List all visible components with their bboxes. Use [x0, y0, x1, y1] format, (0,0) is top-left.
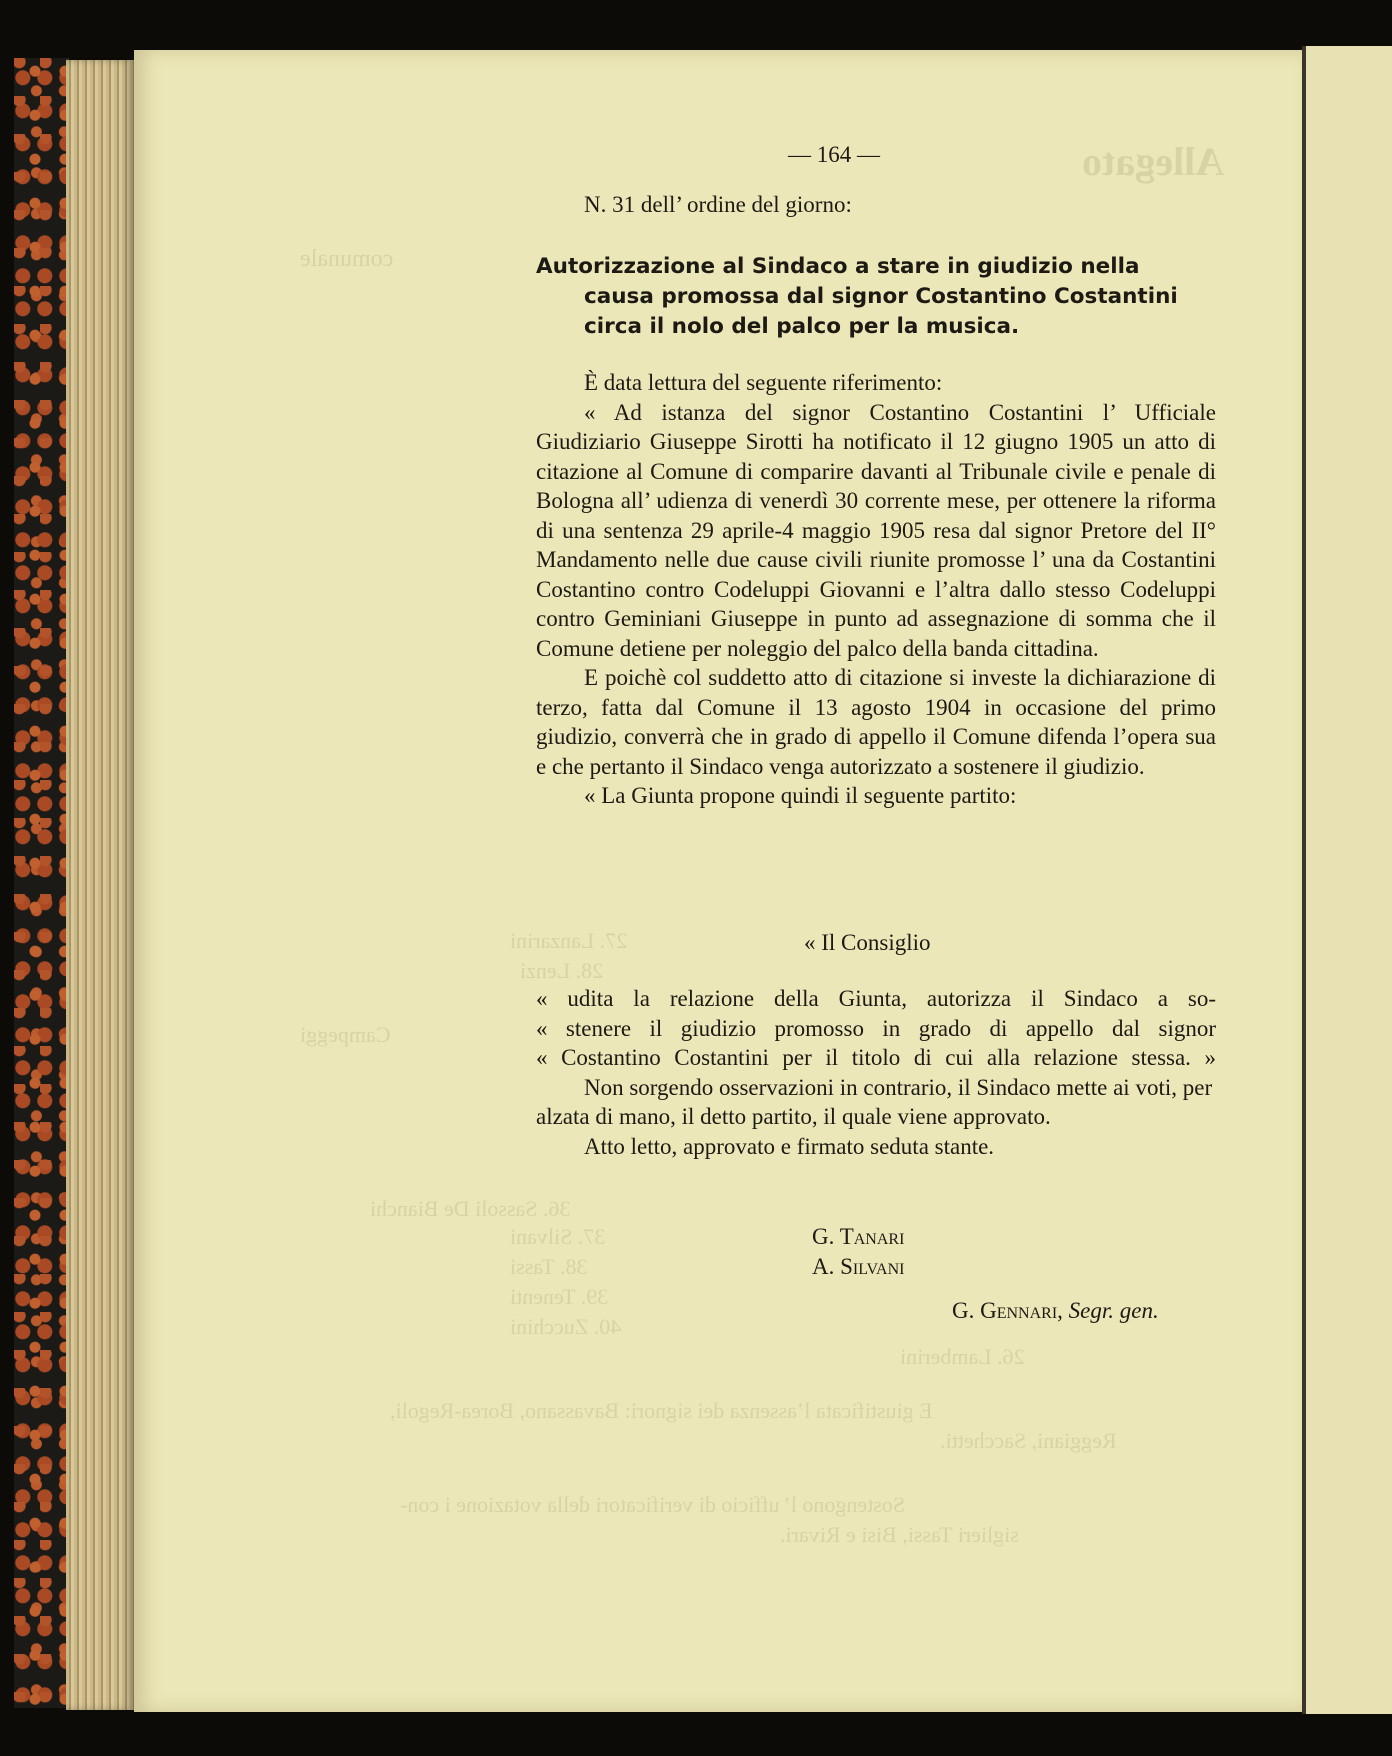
book-cover-edge	[14, 58, 69, 1708]
show-through-text: Allegato	[1082, 139, 1225, 184]
show-through-text: 38. Tassi	[510, 1254, 588, 1279]
show-through-text: Reggiani, Sacchetti.	[940, 1428, 1117, 1453]
paragraph: E poichè col suddetto atto di citazione si investe la dichiarazione di terzo, fatta dal Comune il 13 agosto 1904 in occasione del primo giudizio, converrà che in grado di appello il Comune difenda l’opera sua e che pertanto il Sindaco venga autorizzato a sostenere il giudizio.	[536, 665, 1216, 779]
show-through-text: 40. Zucchini	[510, 1314, 622, 1339]
heading-line: circa il nolo del palco per la musica.	[584, 314, 1020, 339]
show-through-text: 39. Tenenti	[510, 1284, 609, 1309]
body-text	[536, 368, 1216, 811]
resolution-text	[536, 984, 1216, 1161]
show-through-text: siglieri Tassi, Bisi e Rivari.	[780, 1522, 1019, 1547]
show-through-text: Sostengono l’ ufficio di verificatori della votazione i con-	[400, 1492, 906, 1517]
show-through-text: Campeggi	[300, 1022, 391, 1047]
agenda-item-number: N. 31 dell’ ordine del giorno:	[584, 192, 852, 217]
paragraph: Non sorgendo osservazioni in contrario, il Sindaco mette ai voti, per alzata di mano, il detto partito, il quale viene approvato.	[536, 1074, 1213, 1129]
show-through-text: 36. Sassoli De Bianchi	[370, 1196, 571, 1221]
facing-page	[1306, 46, 1392, 1714]
resolution-heading: « Il Consiglio	[804, 930, 931, 955]
resolution-line: « Costantino Costantini per il titolo di cui alla relazione stessa. »	[536, 1045, 1216, 1070]
show-through-text: comunale	[300, 246, 394, 272]
signature: G. Tanari	[812, 1224, 905, 1249]
secretary-signature	[952, 1296, 1159, 1326]
resolution-line: « udita la relazione della Giunta, autorizza il Sindaco a so-	[536, 986, 1216, 1011]
paragraph: Atto letto, approvato e firmato seduta stante.	[584, 1133, 995, 1159]
secretary-name: G. Gennari,	[952, 1298, 1063, 1323]
item-heading	[536, 252, 1218, 342]
show-through-text: 27. Lanzarini	[510, 928, 628, 953]
show-through-text: 26. Lamberini	[900, 1344, 1025, 1369]
heading-line: Autorizzazione al Sindaco a stare in giudizio nella	[536, 254, 1140, 279]
show-through-text: 28. Lenzi	[520, 958, 604, 983]
page-number: — 164 —	[788, 142, 880, 167]
intro-line: È data lettura del seguente riferimento:	[584, 370, 943, 395]
resolution-line: « stenere il giudizio promosso in grado di appello dal signor	[536, 1015, 1216, 1041]
secretary-title: Segr. gen.	[1068, 1298, 1159, 1323]
paragraph: « La Giunta propone quindi il seguente partito:	[584, 783, 1017, 808]
heading-line: causa promossa dal signor Costantino Costantini	[584, 284, 1178, 309]
show-through-text: E giustificata l’assenza dei signori: Bavassano, Borea-Regoli,	[390, 1398, 933, 1423]
show-through-text: 37. Silvani	[510, 1224, 606, 1249]
page-edges	[66, 60, 134, 1710]
signature: A. Silvani	[812, 1254, 905, 1279]
paragraph: « Ad istanza del signor Costantino Costantini l’ Ufficiale Giudiziario Giuseppe Sirotti ha notificato il 12 giugno 1905 un atto di citazione al Comune di comparire davanti al Tribunale civile e penale di Bologna all’ udienza di venerdì 30 corrente mese, per ottenere la riforma di una sentenza 29 aprile-4 maggio 1905 resa dal signor Pretore del II° Mandamento nelle due cause civili riunite promosse l’ una da Costantini Costantino contro Codeluppi Giovanni e l’altra dallo stesso Codeluppi contro Geminiani Giuseppe in punto ad assegnazione di somma che il Comune detiene per noleggio del palco della banda cittadina.	[536, 399, 1216, 661]
